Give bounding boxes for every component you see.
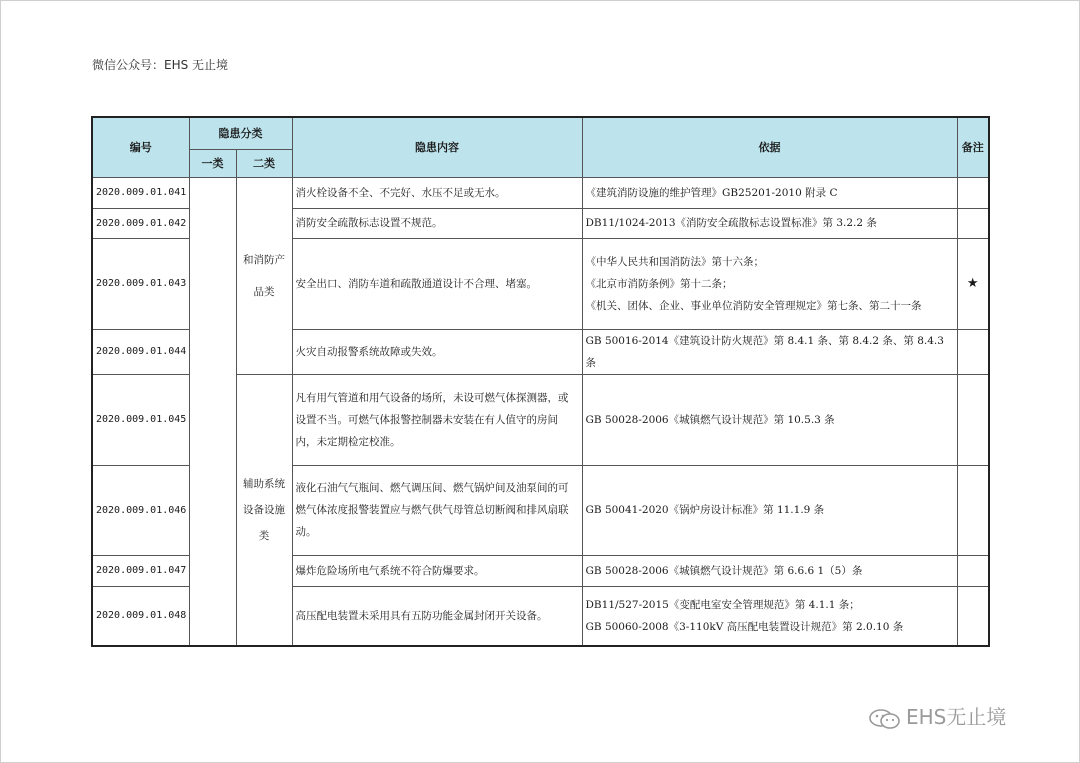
row-content: 液化石油气气瓶间、燃气调压间、燃气锅炉间及油泵间的可燃气体浓度报警装置应与燃气供气母管总切断阀和排风扇联动。 <box>292 465 582 555</box>
basis-line: GB 50060-2008《3-110kV 高压配电装置设计规范》第 2.0.10 条 <box>585 620 904 633</box>
header-code: 编号 <box>92 117 189 177</box>
basis-line: 《机关、团体、企业、事业单位消防安全管理规定》第七条、第二十一条 <box>585 299 922 312</box>
basis-line: GB 50041-2020《锅炉房设计标准》第 11.1.9 条 <box>585 504 825 516</box>
header-category: 隐患分类 <box>189 117 292 149</box>
header-cat2: 二类 <box>236 149 292 177</box>
row-code: 2020.009.01.043 <box>92 238 189 329</box>
basis-line: DB11/527-2015《变配电室安全管理规范》第 4.1.1 条； <box>585 598 860 611</box>
row-code: 2020.009.01.045 <box>92 374 189 465</box>
row-content: 爆炸危险场所电气系统不符合防爆要求。 <box>292 555 582 586</box>
row-basis <box>582 586 957 646</box>
row-note <box>957 329 989 374</box>
basis-line: GB 50028-2006《城镇燃气设计规范》第 6.6.6 1（5）条 <box>585 564 863 577</box>
basis-line: 《建筑消防设施的维护管理》GB25201-2010 附录 C <box>585 186 838 199</box>
cat1-cell <box>189 177 236 646</box>
header-cat1: 一类 <box>189 149 236 177</box>
row-code: 2020.009.01.046 <box>92 465 189 555</box>
row-content: 消防安全疏散标志设置不规范。 <box>292 208 582 238</box>
row-basis <box>582 465 957 555</box>
row-note <box>957 555 989 586</box>
row-note <box>957 586 989 646</box>
cat2-cell-aux: 辅助系统设备设施类 <box>236 374 292 646</box>
row-basis <box>582 329 957 374</box>
row-note <box>957 465 989 555</box>
header-content: 隐患内容 <box>292 117 582 177</box>
basis-line: 《中华人民共和国消防法》第十六条； <box>585 255 764 268</box>
row-content: 火灾自动报警系统故障或失效。 <box>292 329 582 374</box>
header-note: 微信公众号：EHS 无止境 <box>92 58 229 72</box>
row-basis <box>582 555 957 586</box>
row-note <box>957 208 989 238</box>
row-note-star: ★ <box>957 238 989 329</box>
row-basis <box>582 177 957 208</box>
basis-line: GB 50016-2014《建筑设计防火规范》第 8.4.1 条、第 8.4.2 条、第 8.4.3 条 <box>585 334 944 369</box>
row-content: 高压配电装置未采用具有五防功能金属封闭开关设备。 <box>292 586 582 646</box>
row-note <box>957 177 989 208</box>
basis-line: 《北京市消防条例》第十二条； <box>585 277 733 290</box>
row-basis <box>582 208 957 238</box>
row-basis <box>582 238 957 329</box>
row-basis <box>582 374 957 465</box>
row-note <box>957 374 989 465</box>
row-content: 凡有用气管道和用气设备的场所，未设可燃气体探测器，或设置不当。可燃气体报警控制器未安装在有人值守的房间内，未定期检定校准。 <box>292 374 582 465</box>
row-code: 2020.009.01.047 <box>92 555 189 586</box>
row-content: 消火栓设备不全、不完好、水压不足或无水。 <box>292 177 582 208</box>
row-code: 2020.009.01.042 <box>92 208 189 238</box>
row-code: 2020.009.01.044 <box>92 329 189 374</box>
header-basis: 依据 <box>582 117 957 177</box>
row-code: 2020.009.01.041 <box>92 177 189 208</box>
table-row <box>92 177 989 208</box>
watermark-text: EHS无止境 <box>906 705 1007 729</box>
hazard-table <box>91 116 990 647</box>
cat2-cell-fire: 和消防产品类 <box>236 177 292 374</box>
watermark <box>868 701 1006 730</box>
basis-line: DB11/1024-2013《消防安全疏散标志设置标准》第 3.2.2 条 <box>585 217 877 229</box>
row-content: 安全出口、消防车道和疏散通道设计不合理、堵塞。 <box>292 238 582 329</box>
header-note: 备注 <box>957 117 989 177</box>
wechat-icon <box>868 708 902 730</box>
basis-line: GB 50028-2006《城镇燃气设计规范》第 10.5.3 条 <box>585 413 835 426</box>
row-code: 2020.009.01.048 <box>92 586 189 646</box>
